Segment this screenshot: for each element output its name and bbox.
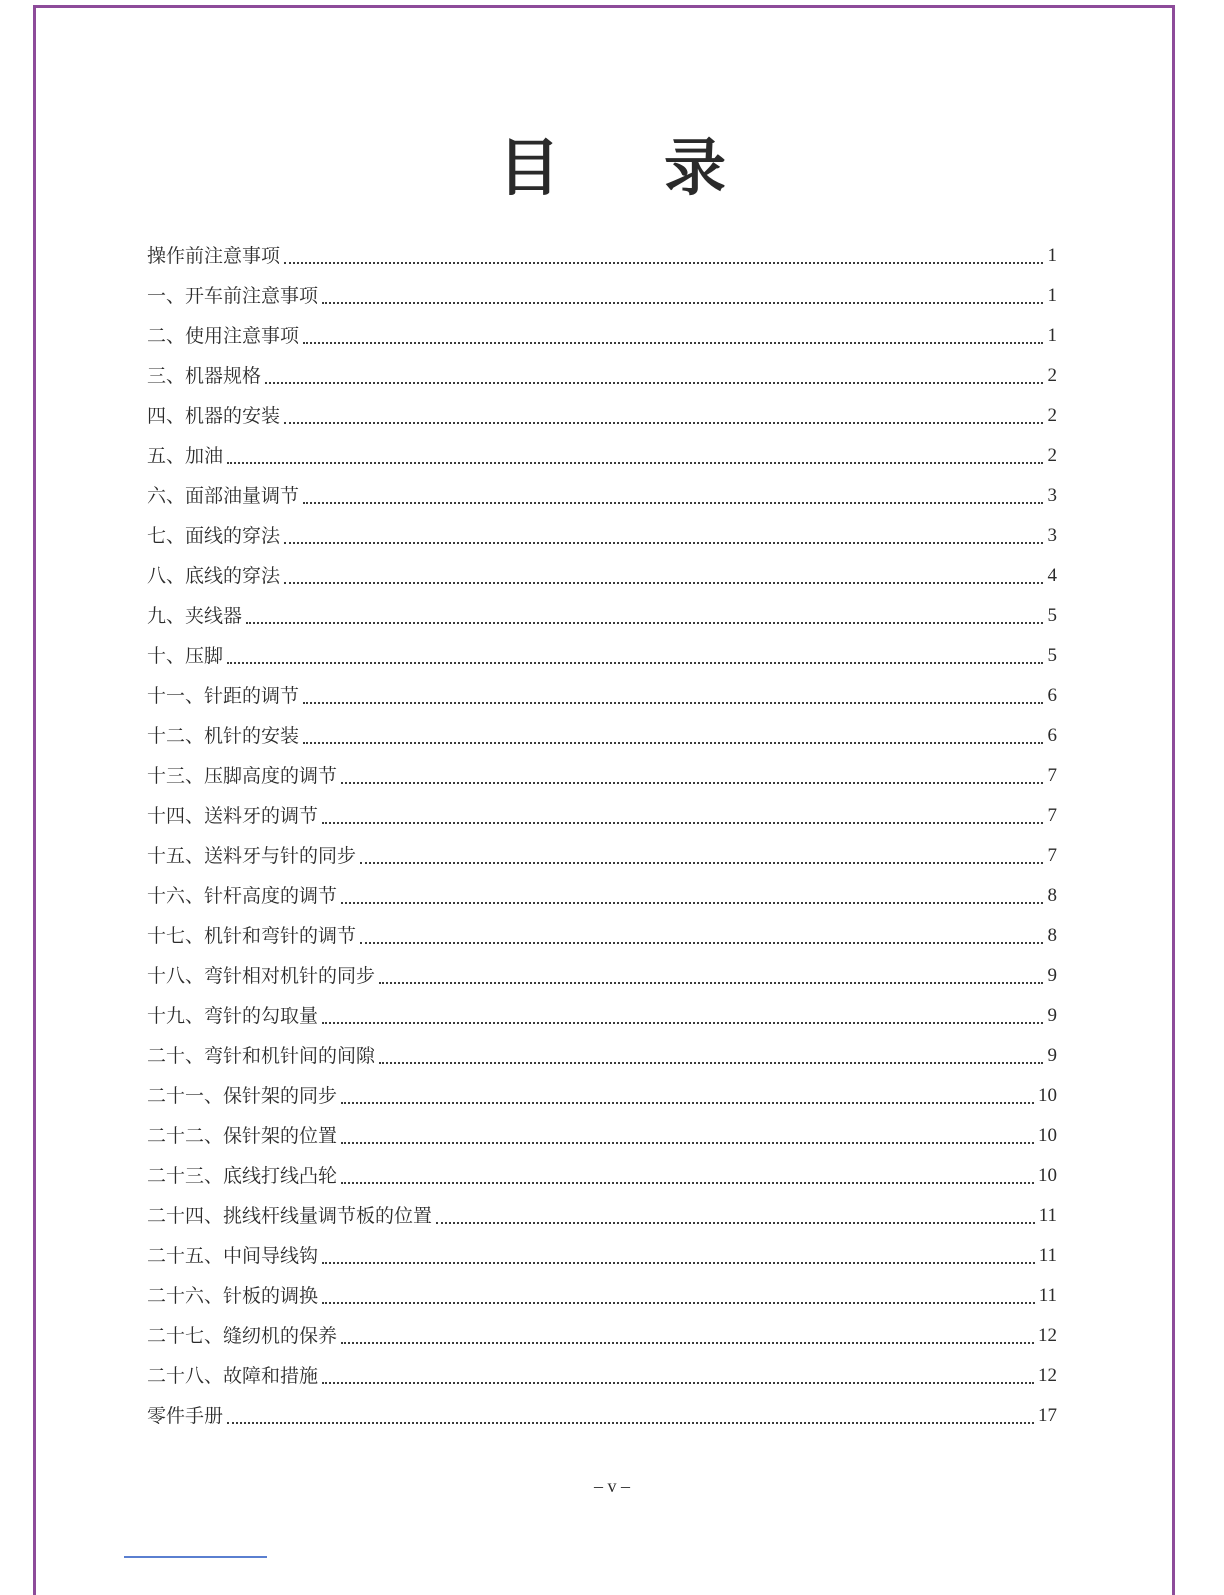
toc-entry-page: 6 [1047, 725, 1057, 746]
toc-entry-label: 十九、弯针的勾取量 [147, 1005, 319, 1027]
toc-leader-dots [246, 622, 1043, 624]
toc-entry-label: 八、底线的穿法 [147, 565, 281, 587]
toc-leader-dots [303, 502, 1043, 504]
toc-leader-dots [284, 582, 1043, 584]
toc-entry[interactable] [147, 1116, 1057, 1156]
title-char-2: 录 [664, 131, 727, 204]
toc-entry[interactable] [147, 596, 1057, 636]
toc-entry-page: 7 [1047, 805, 1057, 826]
toc-entry[interactable] [147, 476, 1057, 516]
toc-entry[interactable] [147, 1196, 1057, 1236]
toc-entry-page: 9 [1047, 965, 1057, 986]
toc-entry[interactable] [147, 356, 1057, 396]
toc-entry[interactable] [147, 996, 1057, 1036]
toc-entry-label: 二十四、挑线杆线量调节板的位置 [147, 1205, 433, 1227]
toc-leader-dots [265, 382, 1043, 384]
toc-entry-page: 5 [1047, 645, 1057, 666]
toc-entry-page: 11 [1038, 1285, 1057, 1306]
toc-entry-label: 十五、送料牙与针的同步 [147, 845, 357, 867]
toc-leader-dots [341, 1342, 1034, 1344]
toc-leader-dots [379, 982, 1043, 984]
toc-entry-label: 一、开车前注意事项 [147, 285, 319, 307]
toc-entry[interactable] [147, 716, 1057, 756]
toc-leader-dots [322, 1262, 1035, 1264]
toc-entry-page: 9 [1047, 1005, 1057, 1026]
toc-entry-label: 十七、机针和弯针的调节 [147, 925, 357, 947]
toc-leader-dots [341, 1102, 1034, 1104]
toc-entry[interactable] [147, 636, 1057, 676]
toc-entry-label: 二十六、针板的调换 [147, 1285, 319, 1307]
toc-leader-dots [379, 1062, 1043, 1064]
toc-entry-label: 操作前注意事项 [147, 245, 281, 267]
toc-entry-page: 1 [1047, 285, 1057, 306]
toc-leader-dots [360, 862, 1043, 864]
toc-entry-page: 1 [1047, 245, 1057, 266]
toc-entry[interactable] [147, 676, 1057, 716]
toc-leader-dots [322, 1022, 1043, 1024]
toc-entry-label: 二十七、缝纫机的保养 [147, 1325, 338, 1347]
toc-entry-label: 十二、机针的安装 [147, 725, 300, 747]
toc-entry-label: 二十二、保针架的位置 [147, 1125, 338, 1147]
toc-entry-page: 1 [1047, 325, 1057, 346]
toc-entry-page: 9 [1047, 1045, 1057, 1066]
toc-entry-label: 十一、针距的调节 [147, 685, 300, 707]
toc-entry[interactable] [147, 956, 1057, 996]
toc-entry-label: 二十一、保针架的同步 [147, 1085, 338, 1107]
toc-entry[interactable] [147, 1036, 1057, 1076]
toc-entry-page: 5 [1047, 605, 1057, 626]
toc-entry-label: 三、机器规格 [147, 365, 262, 387]
toc-leader-dots [303, 342, 1043, 344]
toc-entry[interactable] [147, 836, 1057, 876]
page-title [0, 118, 1224, 207]
toc-leader-dots [341, 1142, 1034, 1144]
toc-entry[interactable] [147, 1076, 1057, 1116]
toc-entry-page: 17 [1038, 1405, 1057, 1426]
toc-entry-page: 10 [1038, 1085, 1057, 1106]
toc-entry[interactable] [147, 1396, 1057, 1436]
toc-leader-dots [284, 422, 1043, 424]
toc-leader-dots [436, 1222, 1035, 1224]
toc-entry-page: 2 [1047, 405, 1057, 426]
toc-entry-label: 十四、送料牙的调节 [147, 805, 319, 827]
toc-entry-label: 二十八、故障和措施 [147, 1365, 319, 1387]
toc-entry-label: 九、夹线器 [147, 605, 243, 627]
toc-entry[interactable] [147, 556, 1057, 596]
toc-entry[interactable] [147, 316, 1057, 356]
toc-entry-label: 十三、压脚高度的调节 [147, 765, 338, 787]
toc-leader-dots [322, 1382, 1034, 1384]
toc-entry-page: 4 [1047, 565, 1057, 586]
title-char-1: 目 [498, 131, 561, 204]
toc-entry[interactable] [147, 236, 1057, 276]
toc-entry-label: 二十三、底线打线凸轮 [147, 1165, 338, 1187]
toc-leader-dots [322, 302, 1043, 304]
toc-leader-dots [284, 542, 1043, 544]
toc-leader-dots [303, 742, 1043, 744]
toc-leader-dots [227, 1422, 1034, 1424]
toc-entry[interactable] [147, 796, 1057, 836]
toc-entry-page: 12 [1038, 1325, 1057, 1346]
toc-entry-page: 7 [1047, 845, 1057, 866]
toc-leader-dots [360, 942, 1043, 944]
toc-entry[interactable] [147, 276, 1057, 316]
toc-entry-page: 3 [1047, 525, 1057, 546]
toc-entry-label: 十、压脚 [147, 645, 224, 667]
toc-entry-label: 七、面线的穿法 [147, 525, 281, 547]
toc-leader-dots [341, 1182, 1034, 1184]
toc-entry[interactable] [147, 916, 1057, 956]
toc-entry-page: 8 [1047, 925, 1057, 946]
page-number: – v – [594, 1476, 630, 1496]
toc-leader-dots [341, 782, 1043, 784]
toc-entry[interactable] [147, 516, 1057, 556]
toc-leader-dots [227, 662, 1043, 664]
toc-entry[interactable] [147, 396, 1057, 436]
toc-entry-label: 四、机器的安装 [147, 405, 281, 427]
toc-entry[interactable] [147, 1236, 1057, 1276]
toc-entry-page: 8 [1047, 885, 1057, 906]
toc-entry-page: 6 [1047, 685, 1057, 706]
toc-entry-label: 六、面部油量调节 [147, 485, 300, 507]
toc-entry[interactable] [147, 756, 1057, 796]
toc-entry-page: 7 [1047, 765, 1057, 786]
toc-entry-label: 十八、弯针相对机针的同步 [147, 965, 376, 987]
toc-entry-page: 10 [1038, 1125, 1057, 1146]
toc-leader-dots [322, 1302, 1035, 1304]
toc-entry-page: 2 [1047, 365, 1057, 386]
toc-entry-label: 五、加油 [147, 445, 224, 467]
toc-leader-dots [341, 902, 1043, 904]
toc-entry-page: 10 [1038, 1165, 1057, 1186]
toc-entry-label: 零件手册 [147, 1405, 224, 1427]
toc-entry-page: 2 [1047, 445, 1057, 466]
table-of-contents [147, 236, 1057, 1436]
toc-leader-dots [322, 822, 1043, 824]
toc-entry[interactable] [147, 1156, 1057, 1196]
toc-leader-dots [303, 702, 1043, 704]
toc-entry[interactable] [147, 436, 1057, 476]
toc-entry[interactable] [147, 876, 1057, 916]
toc-entry-page: 12 [1038, 1365, 1057, 1386]
toc-entry-label: 二、使用注意事项 [147, 325, 300, 347]
toc-entry[interactable] [147, 1316, 1057, 1356]
toc-entry-page: 3 [1047, 485, 1057, 506]
toc-entry-label: 二十、弯针和机针间的间隙 [147, 1045, 376, 1067]
toc-entry-label: 十六、针杆高度的调节 [147, 885, 338, 907]
bottom-accent-line [124, 1556, 267, 1558]
toc-leader-dots [284, 262, 1043, 264]
toc-entry[interactable] [147, 1356, 1057, 1396]
toc-leader-dots [227, 462, 1043, 464]
toc-entry-page: 11 [1038, 1245, 1057, 1266]
toc-entry[interactable] [147, 1276, 1057, 1316]
toc-entry-label: 二十五、中间导线钩 [147, 1245, 319, 1267]
toc-entry-page: 11 [1038, 1205, 1057, 1226]
